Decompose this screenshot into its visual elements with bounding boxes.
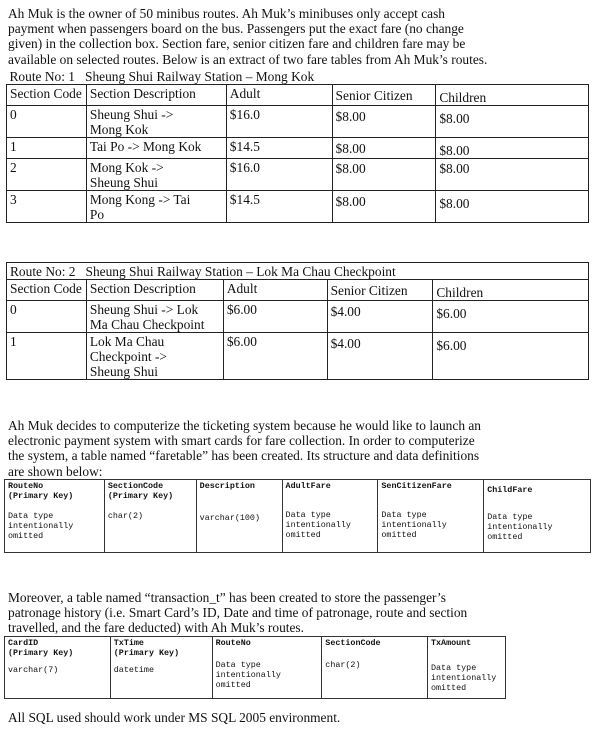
field-sectioncode: SectionCode	[322, 637, 428, 660]
header-section-code: Section Code	[7, 85, 87, 106]
route1-fare-table	[6, 68, 589, 223]
table-row: 2 Mong Kok -> Sheung Shui $16.0 $8.00 $8.00	[7, 159, 589, 191]
header-section-description: Section Description	[86, 85, 226, 106]
middle-paragraph	[8, 418, 586, 479]
intro-line: available on selected routes. Below is an extract of two fare tables from Ah Muk’s routes.	[8, 51, 488, 67]
table-row: 0 Sheung Shui -> Mong Kok $16.0 $8.00 $8.00	[7, 106, 589, 138]
moreover-line: Moreover, a table named “transaction_t” has been created to store the passenger’s	[8, 590, 446, 605]
moreover-paragraph	[8, 590, 586, 636]
table-row: 1 Tai Po -> Mong Kok $14.5 $8.00 $8.00	[7, 138, 589, 159]
header-senior-citizen: Senior Citizen	[332, 85, 436, 106]
intro-line: Ah Muk is the owner of 50 minibus routes. Ah Muk’s minibuses only accept cash	[8, 6, 446, 21]
header-section-description: Section Description	[86, 280, 223, 301]
field-adultfare: AdultFare	[282, 480, 378, 511]
footer-note: All SQL used should work under MS SQL 2005 environment.	[8, 710, 341, 725]
header-children: Children	[436, 85, 589, 106]
header-children: Children	[433, 280, 589, 301]
type-cardid: varchar(7)	[5, 659, 111, 699]
header-adult: Adult	[226, 85, 332, 106]
header-senior-citizen: Senior Citizen	[327, 280, 433, 301]
type-sencitizenfare: Data type intentionally omitted	[378, 510, 484, 553]
moreover-line: travelled, and the fare deducted) with Ah Muk’s routes.	[8, 620, 304, 636]
type-sectioncode: char(2)	[322, 659, 428, 699]
route1-caption: Route No: 1 Sheung Shui Railway Station – Mong Kok	[7, 68, 589, 85]
type-routeno: Data type intentionally omitted	[5, 510, 105, 553]
middle-line: Ah Muk decides to computerize the ticketing system because he would like to launch an	[8, 418, 482, 433]
field-childfare: ChildFare	[484, 480, 591, 511]
field-txamount: TxAmount	[428, 637, 506, 660]
faretable-definition-table	[4, 479, 591, 553]
type-childfare: Data type intentionally omitted	[484, 510, 591, 553]
header-section-code: Section Code	[7, 280, 87, 301]
middle-line: the system, a table named “faretable” has been created. Its structure and data definitions	[8, 448, 480, 464]
middle-line: electronic payment system with smart cards for fare collection. In order to computerize	[8, 433, 475, 449]
field-sectioncode: SectionCode (Primary Key)	[104, 480, 196, 511]
type-txamount: Data type intentionally omitted	[428, 659, 506, 699]
route2-fare-table	[6, 262, 589, 380]
route2-caption: Route No: 2 Sheung Shui Railway Station – Lok Ma Chau Checkpoint	[7, 263, 589, 280]
moreover-line: patronage history (i.e. Smart Card’s ID, Date and time of patronage, route and section	[8, 605, 468, 621]
transaction-definition-table	[4, 636, 506, 699]
type-adultfare: Data type intentionally omitted	[282, 510, 378, 553]
table-row: 0 Sheung Shui -> Lok Ma Chau Checkpoint $6.00 $4.00 $6.00	[7, 301, 589, 333]
field-description: Description	[196, 480, 282, 511]
type-sectioncode: char(2)	[104, 510, 196, 553]
field-cardid: CardID (Primary Key)	[5, 637, 111, 660]
field-sencitizenfare: SenCitizenFare	[378, 480, 484, 511]
field-routeno: RouteNo (Primary Key)	[5, 480, 105, 511]
field-routeno: RouteNo	[212, 637, 322, 660]
type-routeno: Data type intentionally omitted	[212, 659, 322, 699]
table-row: 1 Lok Ma Chau Checkpoint -> Sheung Shui $6.00 $4.00 $6.00	[7, 333, 589, 380]
intro-paragraph	[8, 6, 586, 67]
middle-line: are shown below:	[8, 463, 103, 479]
header-adult: Adult	[223, 280, 327, 301]
type-txtime: datetime	[110, 659, 212, 699]
table-row: 3 Mong Kong -> Tai Po $14.5 $8.00 $8.00	[7, 191, 589, 223]
field-txtime: TxTime (Primary Key)	[110, 637, 212, 660]
type-description: varchar(100)	[196, 510, 282, 553]
intro-line: given) in the collection box. Section fare, senior citizen fare and children fare may be	[8, 36, 466, 52]
intro-line: payment when passengers board on the bus. Passengers put the exact fare (no change	[8, 21, 464, 37]
